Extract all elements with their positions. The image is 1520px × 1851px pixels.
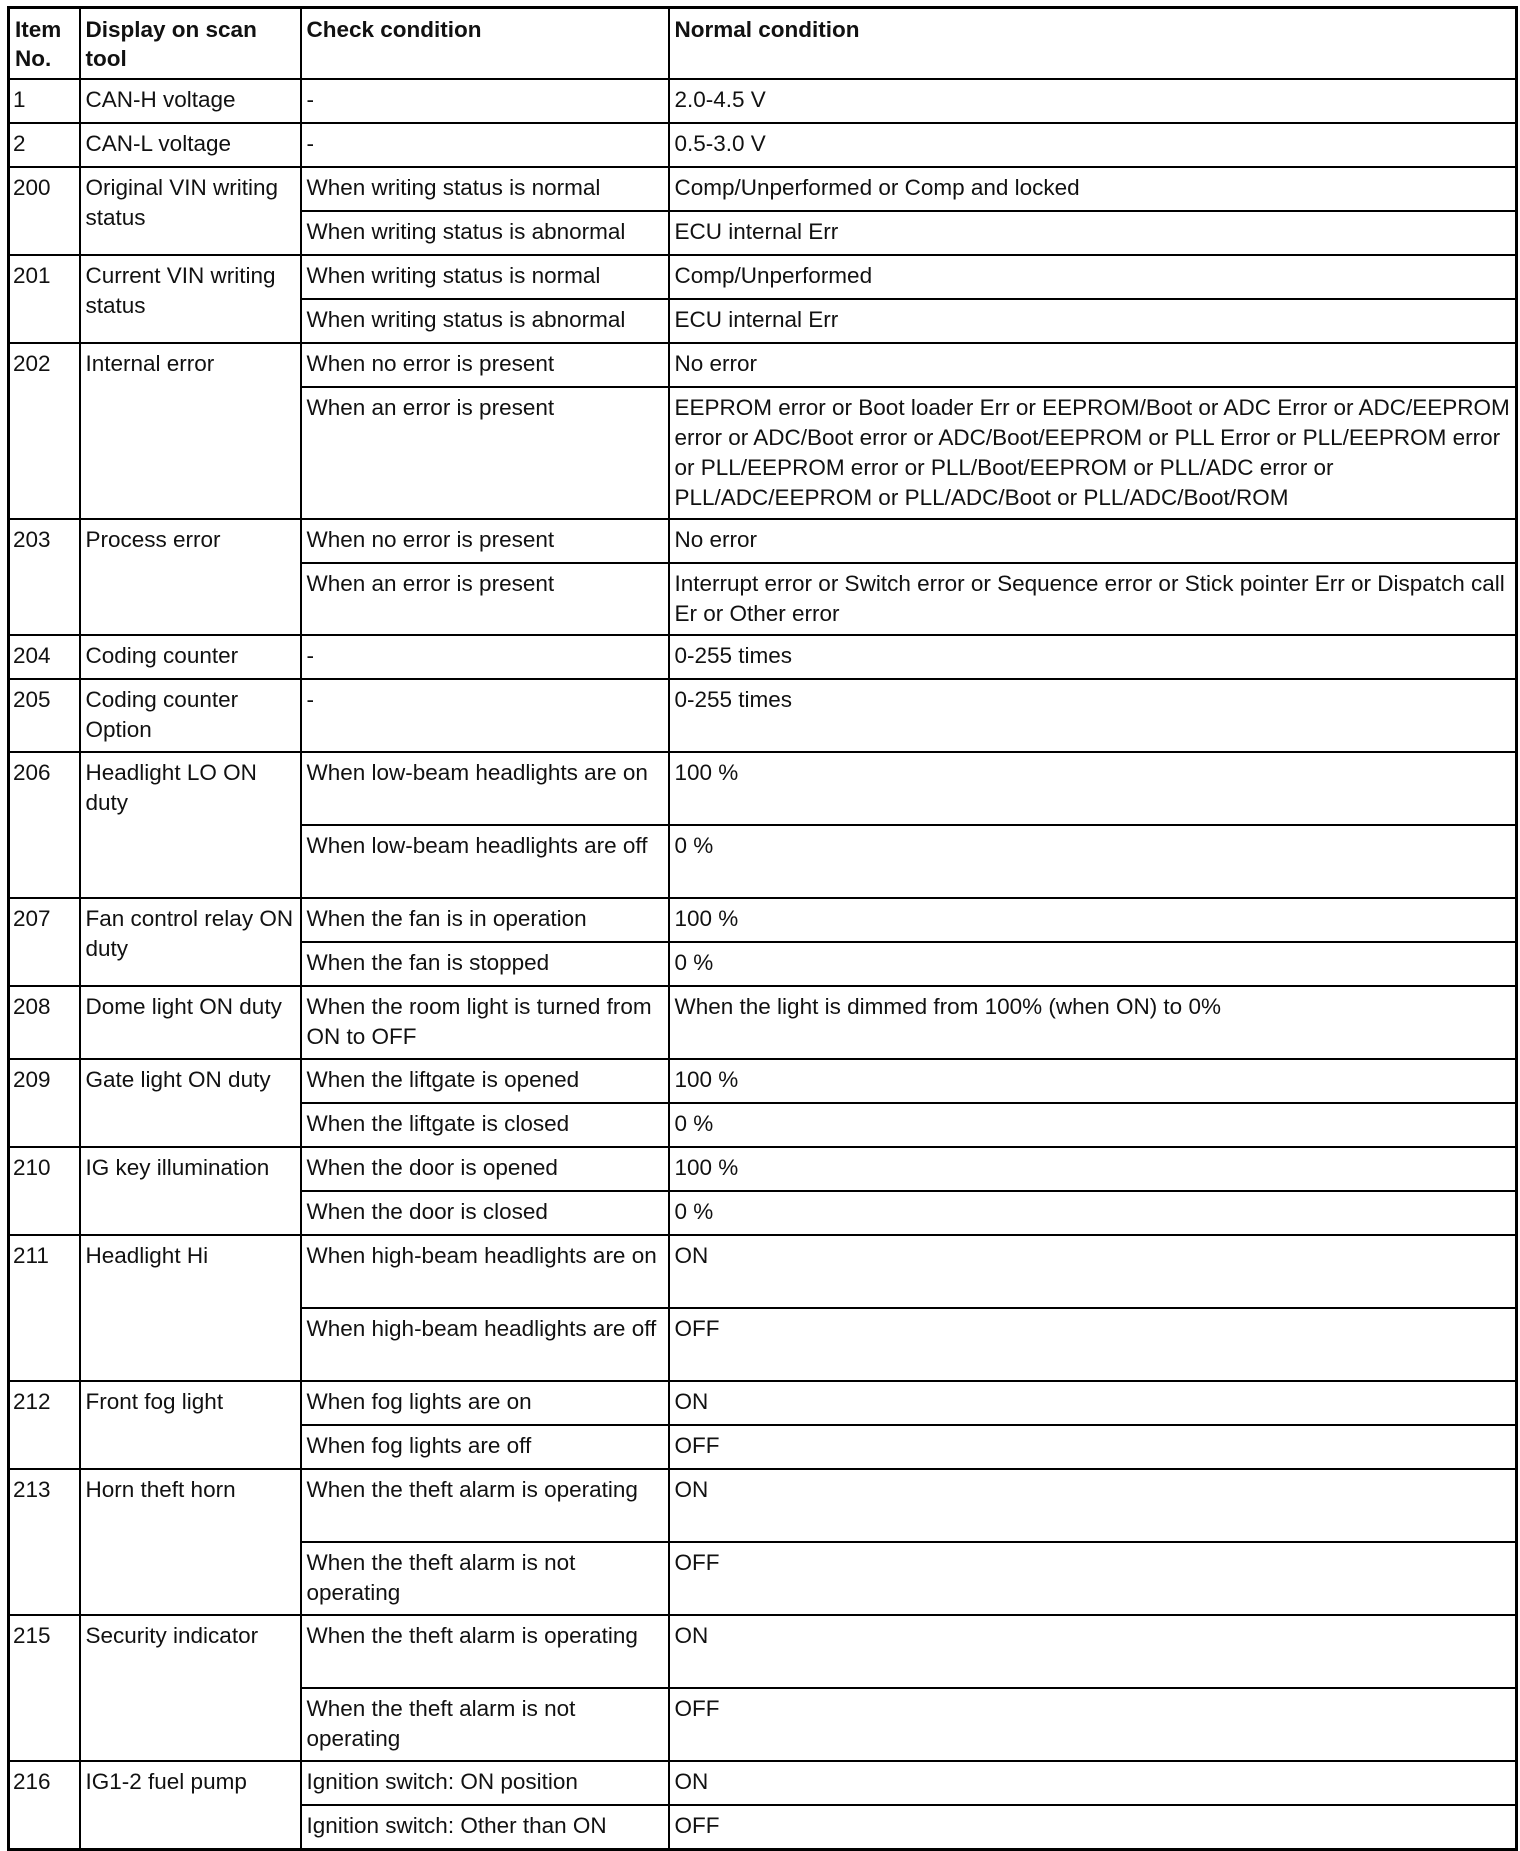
display-name-cell: Original VIN writing status: [80, 167, 301, 255]
display-name-cell: CAN-H voltage: [80, 79, 301, 123]
item-number-cell: 2: [9, 123, 80, 167]
item-number-cell: 204: [9, 635, 80, 679]
check-condition-cell: When low-beam headlights are on: [301, 752, 669, 825]
table-row: [9, 1235, 1517, 1308]
check-condition-cell: When no error is present: [301, 343, 669, 387]
normal-condition-cell: 100 %: [669, 898, 1517, 942]
item-number-cell: 216: [9, 1761, 80, 1850]
display-name-cell: Security indicator: [80, 1615, 301, 1761]
check-condition-cell: When the fan is in operation: [301, 898, 669, 942]
display-name-cell: Headlight LO ON duty: [80, 752, 301, 898]
data-list-table: [7, 6, 1518, 1851]
table-row: [9, 1469, 1517, 1542]
item-number-cell: 212: [9, 1381, 80, 1469]
normal-condition-cell: OFF: [669, 1425, 1517, 1469]
normal-condition-cell: ON: [669, 1235, 1517, 1308]
table-row: [9, 519, 1517, 563]
header-item-no: Item No.: [9, 8, 80, 80]
check-condition-cell: Ignition switch: Other than ON: [301, 1805, 669, 1850]
normal-condition-cell: OFF: [669, 1542, 1517, 1615]
normal-condition-cell: ECU internal Err: [669, 211, 1517, 255]
item-number-cell: 201: [9, 255, 80, 343]
check-condition-cell: When the room light is turned from ON to OFF: [301, 986, 669, 1059]
display-name-cell: Gate light ON duty: [80, 1059, 301, 1147]
item-number-cell: 203: [9, 519, 80, 635]
display-name-cell: Horn theft horn: [80, 1469, 301, 1615]
check-condition-cell: When an error is present: [301, 563, 669, 635]
table-body: [9, 79, 1517, 1850]
header-normal-condition: Normal condition: [669, 8, 1517, 80]
normal-condition-cell: EEPROM error or Boot loader Err or EEPROM/Boot or ADC Error or ADC/EEPROM error or ADC/Boot error or ADC/Boot/EEPROM or PLL Error or PLL/EEPROM error or PLL/EEPROM error or PLL/Boot/EEPROM or PLL/ADC error or PLL/ADC/EEPROM or PLL/ADC/Boot or PLL/ADC/Boot/ROM: [669, 387, 1517, 519]
normal-condition-cell: 0 %: [669, 1191, 1517, 1235]
normal-condition-cell: OFF: [669, 1805, 1517, 1850]
normal-condition-cell: ON: [669, 1469, 1517, 1542]
table-row: [9, 1381, 1517, 1425]
display-name-cell: Fan control relay ON duty: [80, 898, 301, 986]
normal-condition-cell: When the light is dimmed from 100% (when ON) to 0%: [669, 986, 1517, 1059]
display-name-cell: Dome light ON duty: [80, 986, 301, 1059]
normal-condition-cell: 0-255 times: [669, 679, 1517, 752]
check-condition-cell: When the liftgate is closed: [301, 1103, 669, 1147]
table-row: [9, 635, 1517, 679]
normal-condition-cell: 0 %: [669, 825, 1517, 898]
table-row: [9, 679, 1517, 752]
check-condition-cell: When writing status is abnormal: [301, 299, 669, 343]
item-number-cell: 207: [9, 898, 80, 986]
display-name-cell: IG1-2 fuel pump: [80, 1761, 301, 1850]
display-name-cell: Front fog light: [80, 1381, 301, 1469]
check-condition-cell: -: [301, 79, 669, 123]
check-condition-cell: -: [301, 679, 669, 752]
normal-condition-cell: 100 %: [669, 752, 1517, 825]
item-number-cell: 211: [9, 1235, 80, 1381]
table-row: [9, 343, 1517, 387]
display-name-cell: Current VIN writing status: [80, 255, 301, 343]
table-row: [9, 1147, 1517, 1191]
display-name-cell: Coding counter: [80, 635, 301, 679]
normal-condition-cell: 0 %: [669, 1103, 1517, 1147]
normal-condition-cell: ECU internal Err: [669, 299, 1517, 343]
check-condition-cell: When fog lights are on: [301, 1381, 669, 1425]
normal-condition-cell: 0 %: [669, 942, 1517, 986]
item-number-cell: 1: [9, 79, 80, 123]
item-number-cell: 210: [9, 1147, 80, 1235]
normal-condition-cell: OFF: [669, 1688, 1517, 1761]
check-condition-cell: When low-beam headlights are off: [301, 825, 669, 898]
table-row: [9, 79, 1517, 123]
check-condition-cell: When the liftgate is opened: [301, 1059, 669, 1103]
check-condition-cell: When the door is opened: [301, 1147, 669, 1191]
check-condition-cell: -: [301, 123, 669, 167]
table-header-row: [9, 8, 1517, 80]
table-row: [9, 1761, 1517, 1805]
item-number-cell: 208: [9, 986, 80, 1059]
normal-condition-cell: 0.5-3.0 V: [669, 123, 1517, 167]
normal-condition-cell: 100 %: [669, 1147, 1517, 1191]
header-display: Display on scan tool: [80, 8, 301, 80]
display-name-cell: IG key illumination: [80, 1147, 301, 1235]
item-number-cell: 215: [9, 1615, 80, 1761]
table-row: [9, 167, 1517, 211]
display-name-cell: Internal error: [80, 343, 301, 519]
display-name-cell: CAN-L voltage: [80, 123, 301, 167]
check-condition-cell: When high-beam headlights are off: [301, 1308, 669, 1381]
table-row: [9, 255, 1517, 299]
table-row: [9, 752, 1517, 825]
check-condition-cell: When the theft alarm is operating: [301, 1615, 669, 1688]
check-condition-cell: When fog lights are off: [301, 1425, 669, 1469]
check-condition-cell: When the theft alarm is not operating: [301, 1542, 669, 1615]
check-condition-cell: When writing status is abnormal: [301, 211, 669, 255]
normal-condition-cell: ON: [669, 1761, 1517, 1805]
normal-condition-cell: ON: [669, 1381, 1517, 1425]
normal-condition-cell: No error: [669, 519, 1517, 563]
normal-condition-cell: ON: [669, 1615, 1517, 1688]
normal-condition-cell: Comp/Unperformed or Comp and locked: [669, 167, 1517, 211]
check-condition-cell: -: [301, 635, 669, 679]
check-condition-cell: When writing status is normal: [301, 167, 669, 211]
check-condition-cell: Ignition switch: ON position: [301, 1761, 669, 1805]
table-row: [9, 1615, 1517, 1688]
table-row: [9, 123, 1517, 167]
normal-condition-cell: Interrupt error or Switch error or Sequence error or Stick pointer Err or Dispatch call Er or Other error: [669, 563, 1517, 635]
item-number-cell: 200: [9, 167, 80, 255]
normal-condition-cell: No error: [669, 343, 1517, 387]
table-row: [9, 1059, 1517, 1103]
item-number-cell: 202: [9, 343, 80, 519]
table-row: [9, 898, 1517, 942]
check-condition-cell: When an error is present: [301, 387, 669, 519]
normal-condition-cell: Comp/Unperformed: [669, 255, 1517, 299]
normal-condition-cell: 0-255 times: [669, 635, 1517, 679]
check-condition-cell: When the theft alarm is operating: [301, 1469, 669, 1542]
item-number-cell: 205: [9, 679, 80, 752]
item-number-cell: 206: [9, 752, 80, 898]
check-condition-cell: When the theft alarm is not operating: [301, 1688, 669, 1761]
display-name-cell: Process error: [80, 519, 301, 635]
normal-condition-cell: OFF: [669, 1308, 1517, 1381]
display-name-cell: Coding counter Option: [80, 679, 301, 752]
check-condition-cell: When the door is closed: [301, 1191, 669, 1235]
item-number-cell: 213: [9, 1469, 80, 1615]
table-row: [9, 986, 1517, 1059]
check-condition-cell: When writing status is normal: [301, 255, 669, 299]
header-check-condition: Check condition: [301, 8, 669, 80]
check-condition-cell: When high-beam headlights are on: [301, 1235, 669, 1308]
check-condition-cell: When no error is present: [301, 519, 669, 563]
normal-condition-cell: 100 %: [669, 1059, 1517, 1103]
normal-condition-cell: 2.0-4.5 V: [669, 79, 1517, 123]
check-condition-cell: When the fan is stopped: [301, 942, 669, 986]
data-list-sheet: [7, 6, 1515, 1851]
display-name-cell: Headlight Hi: [80, 1235, 301, 1381]
item-number-cell: 209: [9, 1059, 80, 1147]
